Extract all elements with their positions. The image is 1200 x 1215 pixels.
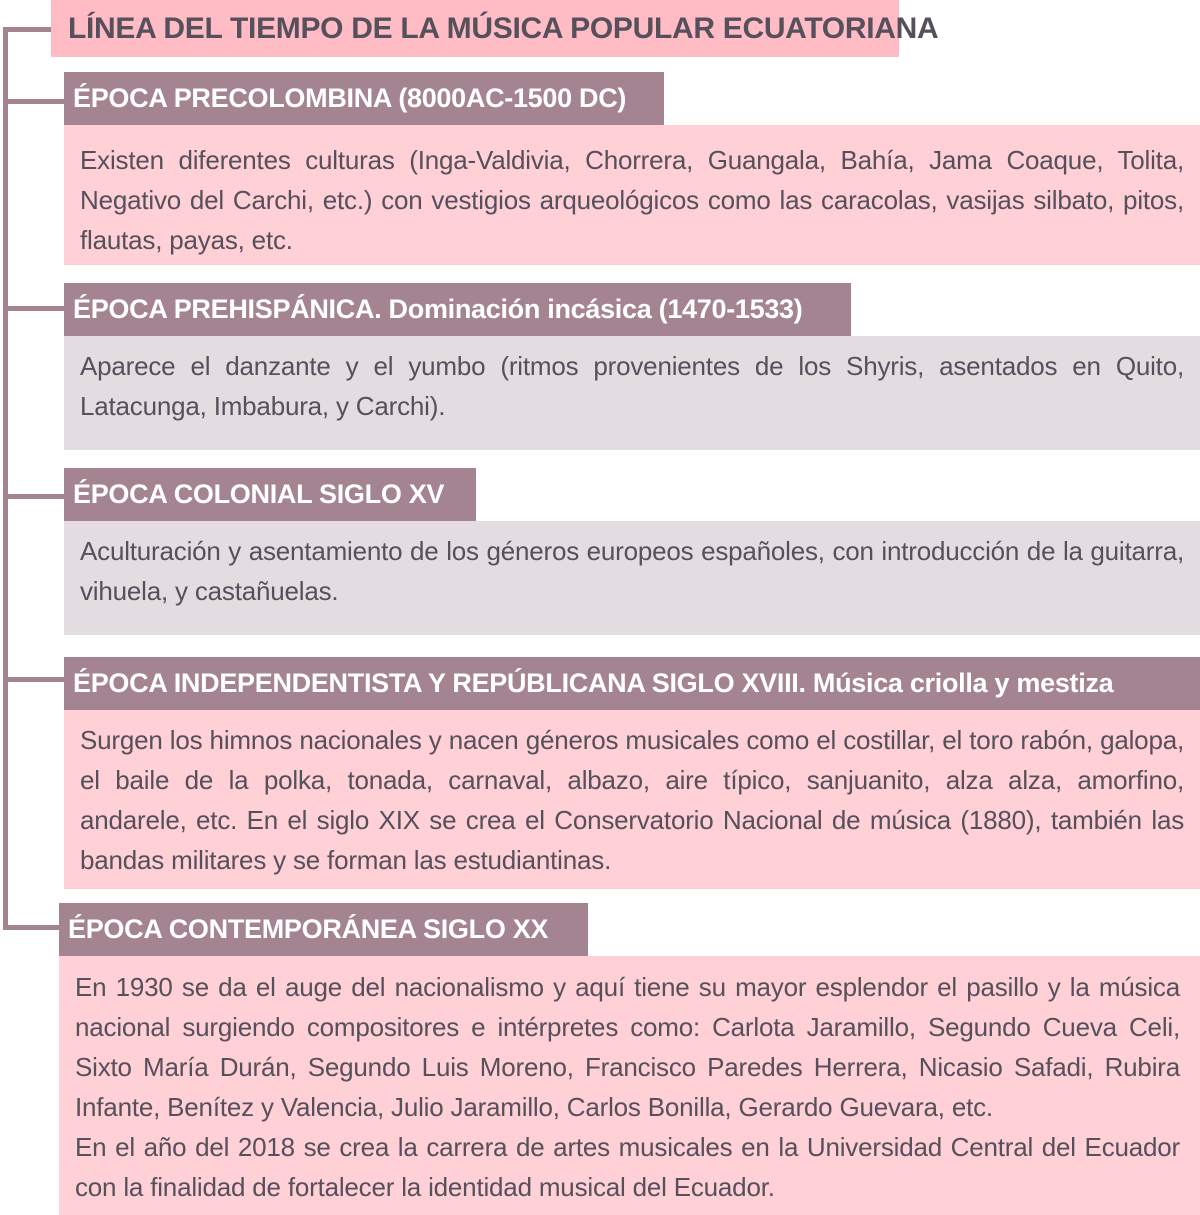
timeline-connector-contemporanea — [3, 925, 61, 930]
period-header-contemporanea: ÉPOCA CONTEMPORÁNEA SIGLO XX — [59, 903, 588, 956]
period-description-colonial — [64, 521, 1200, 635]
period-description-precolombina — [64, 125, 1200, 265]
timeline-connector-colonial — [3, 494, 65, 499]
timeline-connector-title — [3, 27, 51, 32]
timeline-connector-prehispanica — [3, 306, 65, 311]
timeline-spine — [3, 27, 8, 930]
period-description-text: En 1930 se da el auge del nacionalismo y aquí tiene su mayor esplendor el pasillo y la música nacional surgiendo compositores e intérpretes como: Carlota Jaramillo, Segundo Cueva Celi, Sixto María Durán, Segundo Luis Moreno, Francisco Paredes Herrera, Nicasio Safadi, Rubira Infante, Benítez y Valencia, Julio Jaramillo, Carlos Bonilla, Gerardo Guevara, etc. — [75, 972, 1180, 1122]
period-description-prehispanica — [64, 336, 1200, 450]
timeline-title: LÍNEA DEL TIEMPO DE LA MÚSICA POPULAR ECUATORIANA — [51, 0, 899, 57]
period-header-prehispanica: ÉPOCA PREHISPÁNICA. Dominación incásica (1470-1533) — [64, 283, 851, 336]
period-description-text: Aparece el danzante y el yumbo (ritmos provenientes de los Shyris, asentados en Quito, Latacunga, Imbabura, y Carchi). — [80, 351, 1184, 421]
period-header-colonial: ÉPOCA COLONIAL SIGLO XV — [64, 468, 476, 521]
period-description-independentista — [64, 710, 1200, 889]
period-header-independentista: ÉPOCA INDEPENDENTISTA Y REPÚBLICANA SIGLO XVIII. Música criolla y mestiza — [64, 657, 1200, 710]
period-description-text: Surgen los himnos nacionales y nacen géneros musicales como el costillar, el toro rabón, galopa, el baile de la polka, tonada, carnaval, albazo, aire típico, sanjuanito, alza alza, amorfino, andarele, etc. En el siglo XIX se crea el Conservatorio Nacional de música (1880), también las bandas militares y se forman las estudiantinas. — [80, 725, 1184, 875]
period-description-text-2: En el año del 2018 se crea la carrera de artes musicales en la Universidad Central del Ecuador con la finalidad de fortalecer la identidad musical del Ecuador. — [75, 1132, 1180, 1202]
period-description-contemporanea — [59, 956, 1200, 1215]
timeline-connector-precolombina — [3, 99, 65, 104]
period-description-text: Aculturación y asentamiento de los géneros europeos españoles, con introducción de la guitarra, vihuela, y castañuelas. — [80, 536, 1184, 606]
period-header-precolombina: ÉPOCA PRECOLOMBINA (8000AC-1500 DC) — [64, 72, 664, 125]
period-description-text: Existen diferentes culturas (Inga-Valdivia, Chorrera, Guangala, Bahía, Jama Coaque, Tolita, Negativo del Carchi, etc.) con vestigios arqueológicos como las caracolas, vasijas silbato, pitos, flautas, payas, etc. — [80, 145, 1184, 255]
timeline-connector-independentista — [3, 677, 65, 682]
